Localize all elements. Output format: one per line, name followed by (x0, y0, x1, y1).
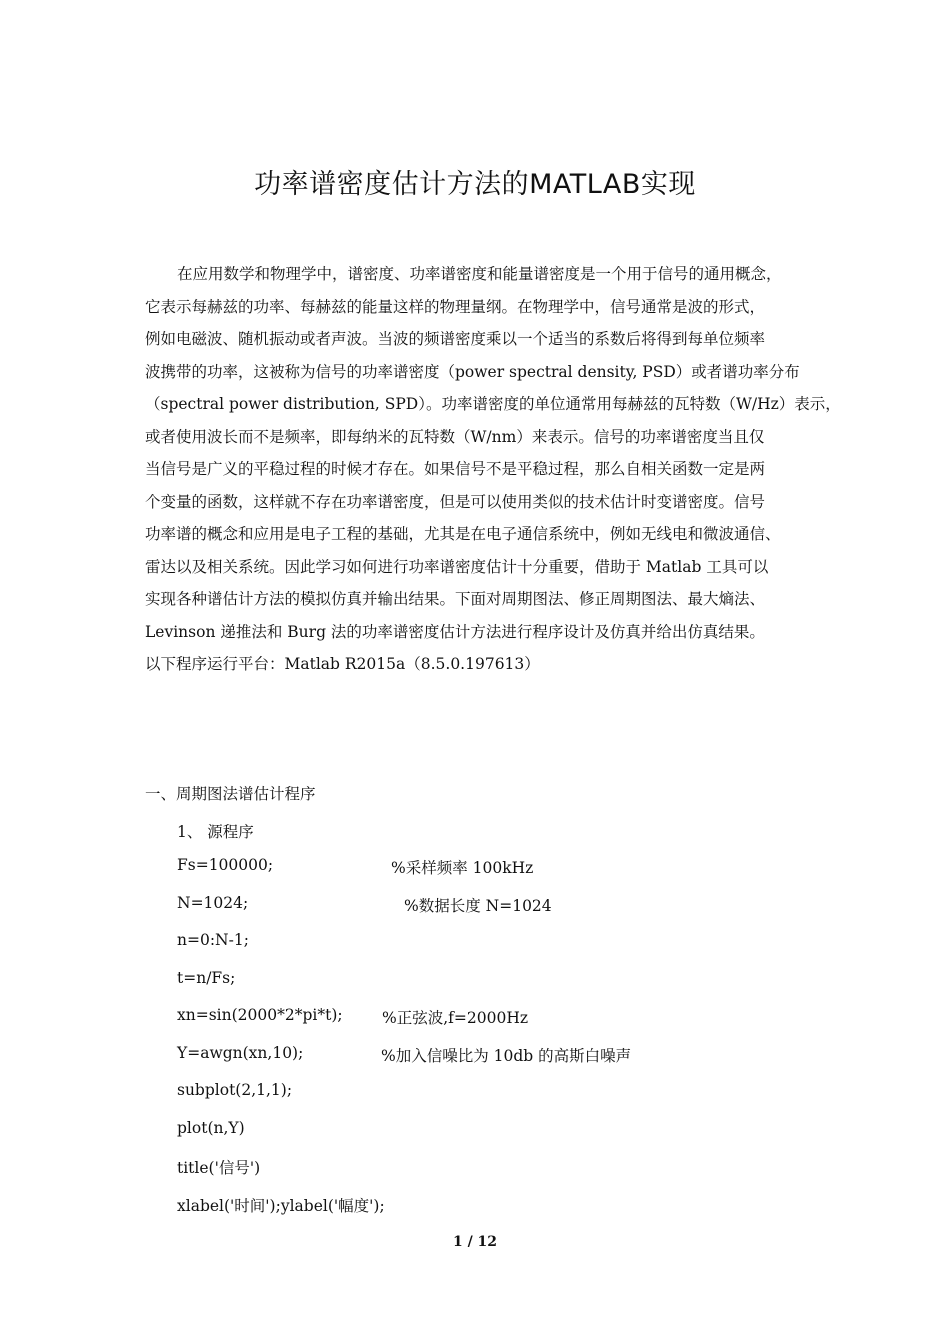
code-comment: %加入信噪比为 10db 的高斯白噪声 (381, 1046, 632, 1065)
code-line (177, 1156, 807, 1194)
code-line (177, 1006, 807, 1044)
code-text: xn=sin(2000*2*pi*t); (177, 1006, 343, 1024)
document-title: 功率谱密度估计方法的MATLAB实现 (254, 169, 696, 200)
paragraph-line: 当信号是广义的平稳过程的时候才存在。如果信号不是平稳过程，那么自相关函数一定是两 (145, 460, 766, 478)
paragraph-line: （spectral power distribution, SPD）。功率谱密度的单位通常用每赫兹的瓦特数（W/Hz）表示， (145, 395, 841, 413)
code-text: t=n/Fs; (177, 968, 236, 987)
paragraph-line: 波携带的功率，这被称为信号的功率谱密度（power spectral density, PSD）或者谱功率分布 (145, 362, 800, 381)
code-text: n=0:N-1; (177, 931, 249, 949)
code-text: xlabel('时间');ylabel('幅度'); (177, 1196, 385, 1215)
code-text: title('信号') (177, 1159, 261, 1177)
code-comment: %数据长度 N=1024 (404, 896, 552, 915)
paragraph-line: 在应用数学和物理学中，谱密度、功率谱密度和能量谱密度是一个用于信号的通用概念， (177, 265, 782, 283)
section-heading: 一、周期图法谱估计程序 (145, 785, 316, 803)
code-line (177, 931, 807, 969)
paragraph-line: 功率谱的概念和应用是电子工程的基础，尤其是在电子通信系统中，例如无线电和微波通信、 (145, 525, 781, 543)
code-line (177, 1119, 807, 1157)
code-line (177, 1081, 807, 1119)
paragraph-line: 雷达以及相关系统。因此学习如何进行功率谱密度估计十分重要，借助于 Matlab 工具可以 (145, 557, 769, 576)
paragraph-line: 例如电磁波、随机振动或者声波。当波的频谱密度乘以一个适当的系数后将得到每单位频率 (145, 330, 766, 348)
code-comment: %正弦波,f=2000Hz (382, 1009, 529, 1027)
paragraph-line: 以下程序运行平台：Matlab R2015a（8.5.0.197613） (145, 655, 540, 673)
code-line (177, 969, 807, 1007)
source-code-block (177, 856, 807, 1231)
code-text: N=1024; (177, 893, 249, 912)
code-line (177, 856, 807, 894)
paragraph-line: 或者使用波长而不是频率，即每纳米的瓦特数（W/nm）来表示。信号的功率谱密度当且仅 (145, 427, 765, 446)
code-comment: %采样频率 100kHz (391, 859, 534, 877)
code-line (177, 1194, 807, 1232)
code-text: plot(n,Y) (177, 1118, 245, 1137)
subsection-heading: 1、 源程序 (177, 823, 254, 841)
paragraph-line: 实现各种谱估计方法的模拟仿真并输出结果。下面对周期图法、修正周期图法、最大熵法、 (145, 590, 766, 608)
code-line (177, 894, 807, 932)
paragraph-line: 个变量的函数，这样就不存在功率谱密度，但是可以使用类似的技术估计时变谱密度。信号 (145, 492, 766, 511)
intro-paragraph (145, 258, 841, 681)
code-text: subplot(2,1,1); (177, 1081, 293, 1099)
paragraph-line: Levinson 递推法和 Burg 法的功率谱密度估计方法进行程序设计及仿真并给出仿真结果。 (145, 622, 765, 641)
paragraph-line: 它表示每赫兹的功率、每赫兹的能量这样的物理量纲。在物理学中，信号通常是波的形式， (145, 297, 766, 316)
page-number: 1 / 12 (452, 1234, 498, 1250)
code-text: Fs=100000; (177, 856, 274, 874)
code-text: Y=awgn(xn,10); (177, 1043, 304, 1062)
code-line (177, 1044, 807, 1082)
